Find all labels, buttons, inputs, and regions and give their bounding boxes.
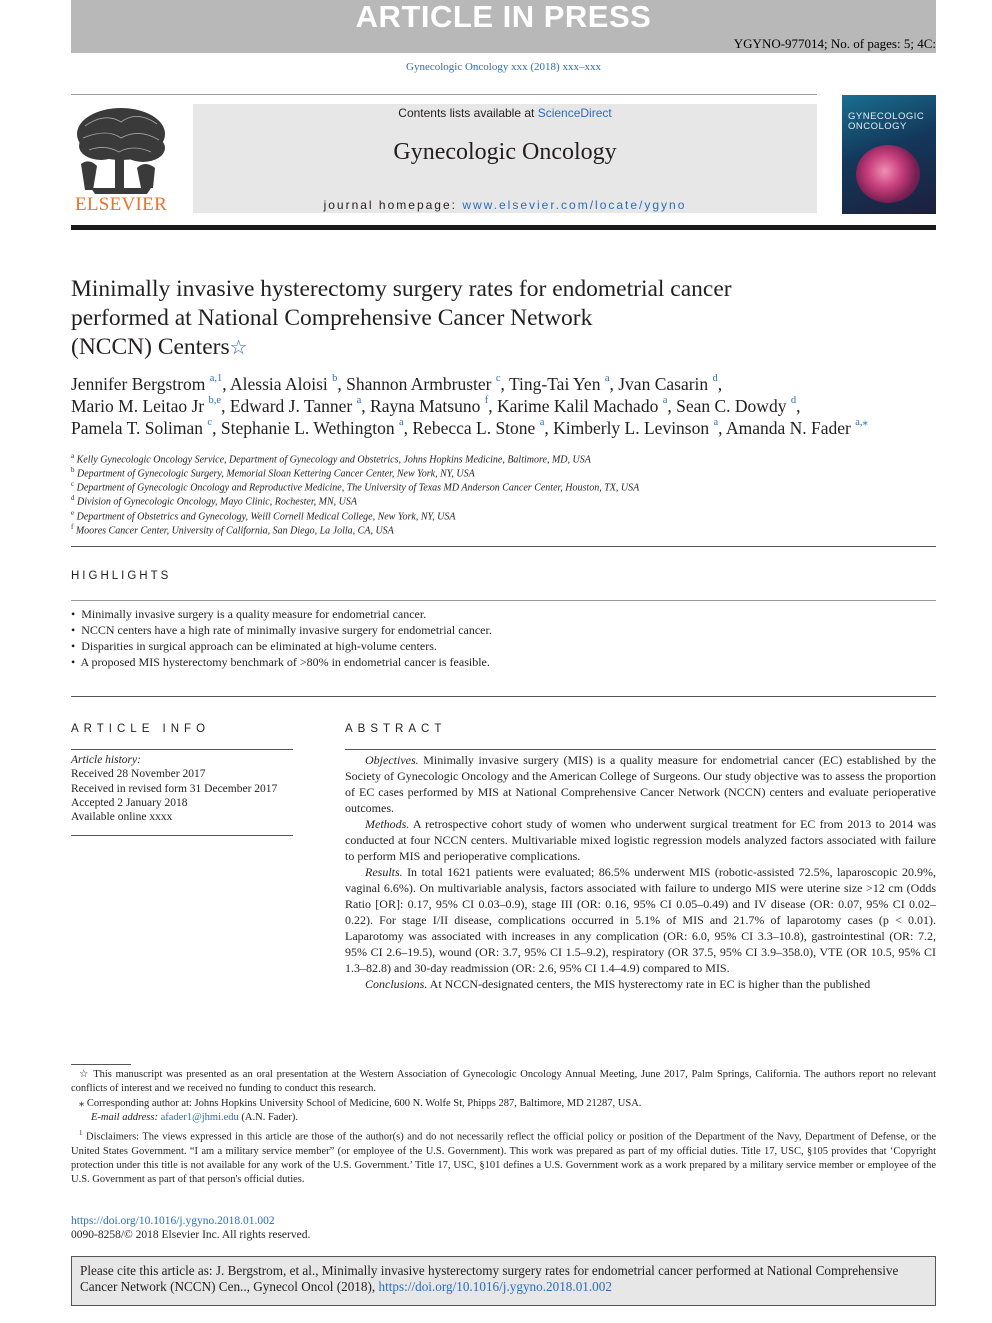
section-divider [71, 546, 936, 547]
abstract-body [345, 752, 936, 992]
article-history-online: Available online xxxx [71, 811, 173, 823]
abstract-heading: ABSTRACT [345, 723, 447, 735]
author-name[interactable]: Stephanie L. Wethington [220, 418, 395, 438]
author-affiliation-link[interactable]: a [398, 417, 404, 429]
elsevier-logo[interactable] [71, 104, 171, 216]
author-name[interactable]: Mario M. Leitao Jr [71, 396, 205, 416]
journal-homepage-line [193, 198, 817, 213]
affiliation-text: Kelly Gynecologic Oncology Service, Department of Gynecology and Obstetrics, Johns Hopkins Medicine, Baltimore, MD, USA [76, 454, 591, 466]
abstract-conclusions-label: Conclusions. [365, 977, 428, 991]
article-info-divider-bottom [71, 835, 293, 836]
cover-title-line-2: ONCOLOGY [848, 121, 907, 132]
header-divider [71, 94, 817, 95]
doi-link[interactable]: https://doi.org/10.1016/j.ygyno.2018.01.002 [71, 1215, 275, 1227]
abstract-methods-text: A retrospective cohort study of women who underwent surgical treatment for EC from 2013 to 2014 was conducted at four NCCN centers. Multivariable mixed logistic regression models analyzed factors associated with failure to perform MIS and perioperative complications. [345, 817, 936, 863]
author-name[interactable]: Rebecca L. Stone [412, 418, 536, 438]
cover-title-line-1: GYNECOLOGIC [848, 111, 925, 122]
title-line-3: (NCCN) Centers [71, 334, 230, 360]
author-name[interactable]: Amanda N. Fader [725, 418, 851, 438]
affiliation-text: Department of Gynecologic Oncology and Reproductive Medicine, The University of Texas MD Anderson Cancer Center, Houston, TX, USA [76, 482, 640, 494]
manuscript-meta: YGYNO-977014; No. of pages: 5; 4C: [733, 36, 936, 51]
article-info-divider [71, 749, 293, 750]
article-history-received: Received 28 November 2017 [71, 768, 206, 780]
header-thick-rule [71, 225, 936, 230]
footnote-disclaimer [71, 1126, 936, 1187]
article-in-press-label: ARTICLE IN PRESS [355, 0, 652, 34]
footnote-corresponding [71, 1097, 936, 1111]
abstract-conclusions-text: At NCCN-designated centers, the MIS hysterectomy rate in EC is higher than the published [427, 977, 871, 991]
author-name[interactable]: Karime Kalil Machado [496, 396, 659, 416]
affiliation-key: f [71, 523, 74, 531]
contents-available-line [193, 105, 817, 121]
abstract-methods [345, 816, 936, 864]
author-affiliation-link[interactable]: a [713, 417, 719, 429]
section-divider [71, 696, 936, 697]
author-affiliation-link[interactable]: c [495, 373, 501, 385]
email-suffix: (A.N. Fader). [238, 1112, 298, 1123]
sciencedirect-link[interactable]: ScienceDirect [537, 106, 612, 120]
disclaimer-marker: 1 [79, 1129, 83, 1137]
cover-title [848, 112, 932, 132]
article-history-revised: Received in revised form 31 December 2017 [71, 783, 278, 795]
journal-name: Gynecologic Oncology [393, 139, 617, 165]
author-affiliation-link[interactable]: f [484, 395, 489, 407]
author-name[interactable]: Pamela T. Soliman [71, 418, 204, 438]
highlights-heading: HIGHLIGHTS [71, 570, 172, 582]
author-name[interactable]: Rayna Matsuno [370, 396, 481, 416]
journal-cover-image[interactable] [842, 95, 936, 214]
footnote-divider [71, 1064, 131, 1065]
affiliation-key: c [71, 480, 75, 488]
affiliation-key: e [71, 509, 75, 517]
cover-illustration [856, 145, 920, 203]
footnote-corresponding-text: ⁎ Corresponding author at: Johns Hopkins University School of Medicine, 600 N. Wolfe St, Phipps 287, Baltimore, MD 21287, USA. [79, 1098, 642, 1109]
affiliation-text: Moores Cancer Center, University of California, San Diego, La Jolla, CA, USA [75, 525, 394, 537]
author-affiliation-link[interactable]: a,1 [209, 373, 223, 385]
title-footnote-star-link[interactable]: ☆ [229, 337, 248, 359]
homepage-prefix: journal homepage: [323, 198, 463, 212]
highlight-item: • A proposed MIS hysterectomy benchmark of >80% in endometrial cancer is feasible. [71, 655, 490, 669]
highlight-text: NCCN centers have a high rate of minimally invasive surgery for endometrial cancer. [81, 623, 492, 637]
abstract-divider [345, 749, 936, 750]
article-history-label: Article history: [71, 754, 141, 766]
citation-body: Please cite this article as: J. Bergstrom, et al., Minimally invasive hysterectomy surgery rates for endometrial cancer performed at National Comprehensive Cancer Network (NCCN) Cen.., Gynecol Oncol (2018), [80, 1263, 899, 1294]
author-name[interactable]: Alessia Aloisi [230, 374, 328, 394]
author-name[interactable]: Kimberly L. Levinson [553, 418, 710, 438]
author-name[interactable]: Edward J. Tanner [229, 396, 353, 416]
author-name[interactable]: Jvan Casarin [618, 374, 709, 394]
abstract-objectives-label: Objectives. [365, 753, 419, 767]
author-affiliation-link[interactable]: a,⁎ [855, 417, 868, 429]
elsevier-wordmark: ELSEVIER [74, 194, 168, 215]
footnote-star [71, 1068, 936, 1096]
title-line-2: performed at National Comprehensive Cancer Network [71, 305, 593, 331]
author-affiliation-link[interactable]: b [332, 373, 338, 385]
affiliation-item [71, 520, 941, 538]
highlight-item: • NCCN centers have a high rate of minimally invasive surgery for endometrial cancer. [71, 623, 492, 637]
article-title [71, 275, 851, 363]
author-affiliation-link[interactable]: c [207, 417, 213, 429]
highlights-divider [71, 600, 936, 601]
journal-homepage-link[interactable]: www.elsevier.com/locate/ygyno [462, 198, 687, 212]
author-affiliation-link[interactable]: b,e [208, 395, 222, 407]
affiliation-text: Department of Obstetrics and Gynecology, Weill Cornell Medical College, New York, NY, USA [76, 511, 456, 523]
article-info-heading: ARTICLE INFO [71, 723, 211, 735]
author-affiliation-link[interactable]: d [712, 373, 718, 385]
citation-text [80, 1263, 930, 1295]
footnote-star-text: ☆ This manuscript was presented as an oral presentation at the Western Association of Gynecologic Oncology Annual Meeting, June 2017, Palm Springs, California. The authors report no relevant conflicts of interest and we received no funding to conduct this research. [71, 1069, 936, 1094]
affiliation-key: b [71, 466, 75, 474]
highlight-text: A proposed MIS hysterectomy benchmark of >80% in endometrial cancer is feasible. [80, 655, 490, 669]
highlight-text: Disparities in surgical approach can be eliminated at high-volume centers. [81, 639, 437, 653]
title-line-1: Minimally invasive hysterectomy surgery rates for endometrial cancer [71, 276, 732, 302]
highlight-item: • Disparities in surgical approach can be eliminated at high-volume centers. [71, 639, 437, 653]
copyright-line: 0090-8258/© 2018 Elsevier Inc. All rights reserved. [71, 1229, 311, 1241]
contents-prefix: Contents lists available at [398, 106, 538, 120]
affiliation-text: Department of Gynecologic Surgery, Memorial Sloan Kettering Cancer Center, New York, NY, USA [77, 468, 475, 480]
highlight-item: • Minimally invasive surgery is a quality measure for endometrial cancer. [71, 607, 427, 621]
author-name[interactable]: Shannon Armbruster [346, 374, 492, 394]
footnote-email [71, 1111, 936, 1125]
abstract-results-text: In total 1621 patients were evaluated; 86.5% underwent MIS (robotic-assisted 72.5%, laparoscopic 20.9%, vaginal 6.6%). On multivariable analysis, factors associated with failure to undergo MIS were uterine size >12 cm (Odds Ratio [OR]: 0.17, 95% CI 0.03–0.9), stage III (OR: 0.16, 95% CI 0.05–0.49) and IV disease (OR: 0.07, 95% CI 0.02–0.22). For stage I/II disease, complications occurred in 5.1% of MIS and 21.7% of laparotomy cases (p < 0.01). Laparotomy was associated with increases in any complication (OR: 6.0, 95% CI 3.3–10.8), gastrointestinal (OR: 7.2, 95% CI 2.6–19.5), wound (OR: 3.7, 95% CI 1.5–9.2), respiratory (OR 37.5, 95% CI 3.9–358.0), VTE (OR 10.5, 95% CI 1.3–82.8) and 30-day readmission (OR: 2.6, 95% CI 1.4–4.9) compared to MIS. [345, 865, 936, 975]
affiliation-key: a [71, 452, 75, 460]
citation-doi-link[interactable]: https://doi.org/10.1016/j.ygyno.2018.01.002 [378, 1279, 612, 1294]
disclaimer-text: Disclaimers: The views expressed in this article are those of the author(s) and do not necessarily reflect the official policy or position of the Department of the Navy, Department of Defense, or the United States Government. “I am a military service member” (or employee of the U.S. Government). This work was prepared as part of my official duties. Title 17, USC, §105 provides that ‘Copyright protection under this title is not available for any work of the U.S. Government.’ Title 17, USC, §101 defines a U.S. Government work as a work prepared by a military service member or employee of the U.S. Government as part of that person's official duties. [71, 1131, 936, 1185]
abstract-conclusions [345, 976, 936, 992]
abstract-results [345, 864, 936, 976]
email-label: E-mail address: [91, 1112, 161, 1123]
journal-citation-link[interactable]: Gynecologic Oncology xxx (2018) xxx–xxx [406, 61, 601, 73]
affiliation-key: d [71, 494, 75, 502]
author-affiliation-link[interactable]: a [356, 395, 362, 407]
author-name[interactable]: Sean C. Dowdy [676, 396, 787, 416]
abstract-objectives [345, 752, 936, 816]
author-affiliation-link[interactable]: a [662, 395, 668, 407]
author-affiliation-link[interactable]: a [604, 373, 610, 385]
affiliation-text: Division of Gynecologic Oncology, Mayo Clinic, Rochester, MN, USA [77, 496, 357, 508]
article-history-accepted: Accepted 2 January 2018 [71, 797, 188, 809]
author-affiliation-link[interactable]: d [790, 395, 797, 407]
abstract-results-label: Results. [365, 865, 403, 879]
author-name[interactable]: Jennifer Bergstrom [71, 374, 206, 394]
author-list: Jennifer Bergstrom $^{a,1}$, Alessia Aloisi $^b$, Shannon Armbruster $^c$, Ting-Tai Yen $^a$, Jvan Casarin $^d$, Mario M. Leitao Jr $^{b,e}$, Edward J. Tanner $^a$, Rayna Matsuno $^f$, Karime Kalil Machado $^a$, Sean C. Dowdy $^d$, Pamela T. Soliman $^c$, Stephanie L. Wethington $^a$, Rebecca L. Stone $^a$, Kimberly L. Levinson $^a$, Amanda N. Fader $^{a,⁎}$ [71, 373, 868, 438]
abstract-methods-label: Methods. [365, 817, 410, 831]
abstract-objectives-text: Minimally invasive surgery (MIS) is a quality measure for endometrial cancer (EC) established by the Society of Gynecologic Oncology and the American College of Surgeons. Our study objective was to assess the proportion of EC cases performed by MIS at National Comprehensive Cancer Network (NCCN) centers and evaluate perioperative outcomes. [345, 753, 936, 815]
email-link[interactable]: afader1@jhmi.edu [160, 1112, 239, 1123]
author-name[interactable]: Ting-Tai Yen [508, 374, 601, 394]
author-affiliation-link[interactable]: a [539, 417, 545, 429]
highlight-text: Minimally invasive surgery is a quality measure for endometrial cancer. [81, 607, 427, 621]
